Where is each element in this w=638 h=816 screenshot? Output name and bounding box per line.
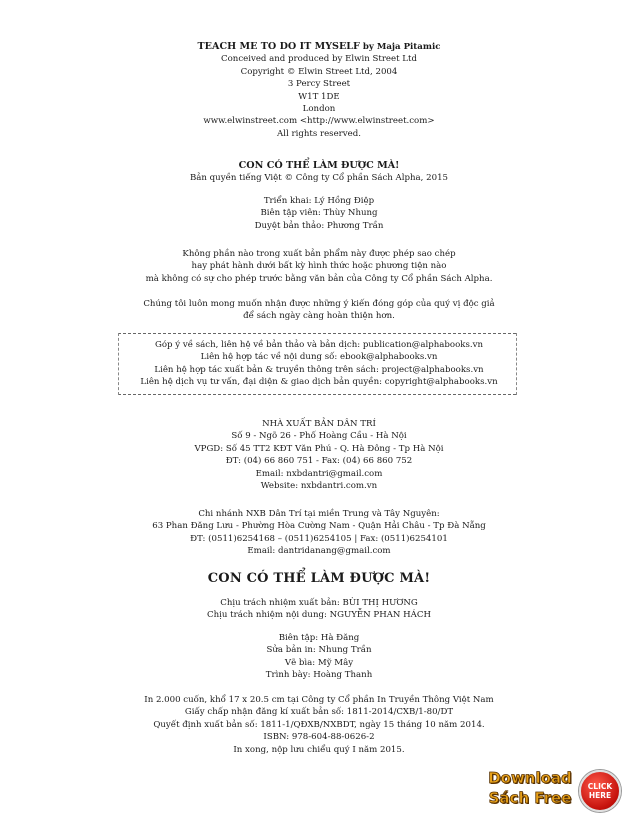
click-here-button[interactable] [579, 770, 621, 812]
credit-line: W1T 1DE [298, 91, 340, 102]
branch-info [0, 508, 638, 558]
book-title-block [0, 571, 638, 587]
vn-title: CON CÓ THỂ LÀM ĐƯỢC MÀ! [238, 160, 400, 171]
publisher-line: Email: nxbdantri@gmail.com [255, 468, 383, 479]
production-credits [0, 632, 638, 682]
contact-line: Liên hệ hợp tác xuất bản & truyền thông trên sách: project@alphabooks.vn [154, 364, 484, 375]
publisher-info [0, 418, 638, 492]
book-title: CON CÓ THỂ LÀM ĐƯỢC MÀ! [207, 571, 431, 586]
printing-line: Quyết định xuất bản số: 1811-1/QĐXB/NXBDT, ngày 15 tháng 10 năm 2014. [153, 719, 485, 730]
production-line: Vẽ bìa: Mỹ Mây [284, 657, 354, 668]
responsibility-line: Chịu trách nhiệm nội dung: NGUYỄN PHAN HÁCH [207, 610, 431, 621]
responsibility-line: Chịu trách nhiệm xuất bản: BÙI THỊ HƯƠNG [220, 598, 418, 608]
staff-line: Triển khai: Lý Hồng Điệp [263, 196, 375, 206]
original-author: by Maja Pitamic [359, 42, 441, 52]
printing-line: ISBN: 978-604-88-0626-2 [263, 732, 375, 743]
contact-list [0, 339, 638, 389]
publisher-line: ĐT: (04) 66 860 751 - Fax: (04) 66 860 752 [225, 456, 413, 467]
vn-copyright [0, 160, 638, 185]
publisher-line: Website: nxbdantri.com.vn [260, 481, 378, 492]
feedback-line: để sách ngày càng hoàn thiện hơn. [243, 311, 395, 322]
notice-line: hay phát hành dưới bất kỳ hình thức hoặc phương tiện nào [191, 261, 447, 272]
english-credits [0, 41, 638, 140]
staff-line: Duyệt bản thảo: Phương Trần [254, 220, 384, 231]
branch-line: Chi nhánh NXB Dân Trí tại miền Trung và Tây Nguyên: [198, 509, 440, 519]
notice-line: Không phần nào trong xuất bản phẩm này được phép sao chép [182, 249, 456, 259]
staff-line: Biên tập viên: Thùy Nhung [260, 208, 378, 219]
credit-line: Copyright © Elwin Street Ltd, 2004 [240, 66, 398, 77]
vn-copyright-line: Bản quyền tiếng Việt © Công ty Cổ phần Sách Alpha, 2015 [189, 173, 449, 184]
feedback-line: Chúng tôi luôn mong muốn nhận được những ý kiến đóng góp của quý vị độc giả [143, 299, 495, 309]
download-badge[interactable] [480, 768, 630, 812]
publisher-name: NHÀ XUẤT BẢN DÂN TRÍ [262, 419, 376, 429]
here-label: HERE [588, 791, 612, 800]
contact-line: Liên hệ hợp tác về nội dung số: ebook@alphabooks.vn [200, 352, 438, 363]
contact-line: Liên hệ dịch vụ tư vấn, đại diện & giao dịch bản quyền: copyright@alphabooks.vn [140, 377, 498, 388]
printing-line: Giấy chấp nhận đăng kí xuất bản số: 1811-2014/CXB/1-80/DT [184, 707, 454, 718]
credit-line: Conceived and produced by Elwin Street Ltd [221, 54, 417, 65]
publisher-line: Số 9 - Ngõ 26 - Phố Hoàng Cầu - Hà Nội [231, 431, 407, 442]
feedback-note [0, 298, 638, 323]
publisher-line: VPGD: Số 45 TT2 KĐT Văn Phú - Q. Hà Đông - Tp Hà Nội [194, 443, 444, 454]
staff-list [0, 195, 638, 232]
notice-line: mà không có sự cho phép trước bằng văn bản của Công ty Cổ phần Sách Alpha. [145, 273, 493, 284]
download-text[interactable] [480, 768, 580, 808]
credit-line: www.elwinstreet.com <http://www.elwinstreet.com> [203, 116, 435, 127]
branch-line: 63 Phan Đăng Lưu - Phường Hòa Cường Nam - Quận Hải Châu - Tp Đà Nẵng [152, 521, 486, 532]
credit-line: London [302, 104, 336, 115]
click-label: CLICK [587, 782, 613, 791]
contact-line: Góp ý về sách, liên hệ về bản thảo và bản dịch: publication@alphabooks.vn [155, 340, 483, 350]
branch-line: Email: dantridanang@gmail.com [247, 546, 391, 557]
download-line-1: Download [488, 769, 572, 787]
production-line: Biên tập: Hà Đăng [278, 633, 360, 643]
original-title: TEACH ME TO DO IT MYSELF [197, 41, 360, 52]
responsibility [0, 597, 638, 622]
rights-notice [0, 248, 638, 285]
production-line: Trình bày: Hoàng Thanh [265, 670, 373, 681]
printing-info [0, 694, 638, 756]
printing-line: In 2.000 cuốn, khổ 17 x 20.5 cm tại Công ty Cổ phần In Truyền Thông Việt Nam [144, 695, 494, 705]
credit-line: 3 Percy Street [287, 79, 351, 90]
download-line-2: Sách Free [488, 789, 572, 807]
printing-line: In xong, nộp lưu chiểu quý I năm 2015. [233, 744, 405, 755]
production-line: Sửa bản in: Nhung Trần [266, 645, 372, 656]
branch-line: ĐT: (0511)6254168 – (0511)6254105 | Fax: (0511)6254101 [190, 533, 448, 544]
credit-line: All rights reserved. [277, 128, 361, 139]
